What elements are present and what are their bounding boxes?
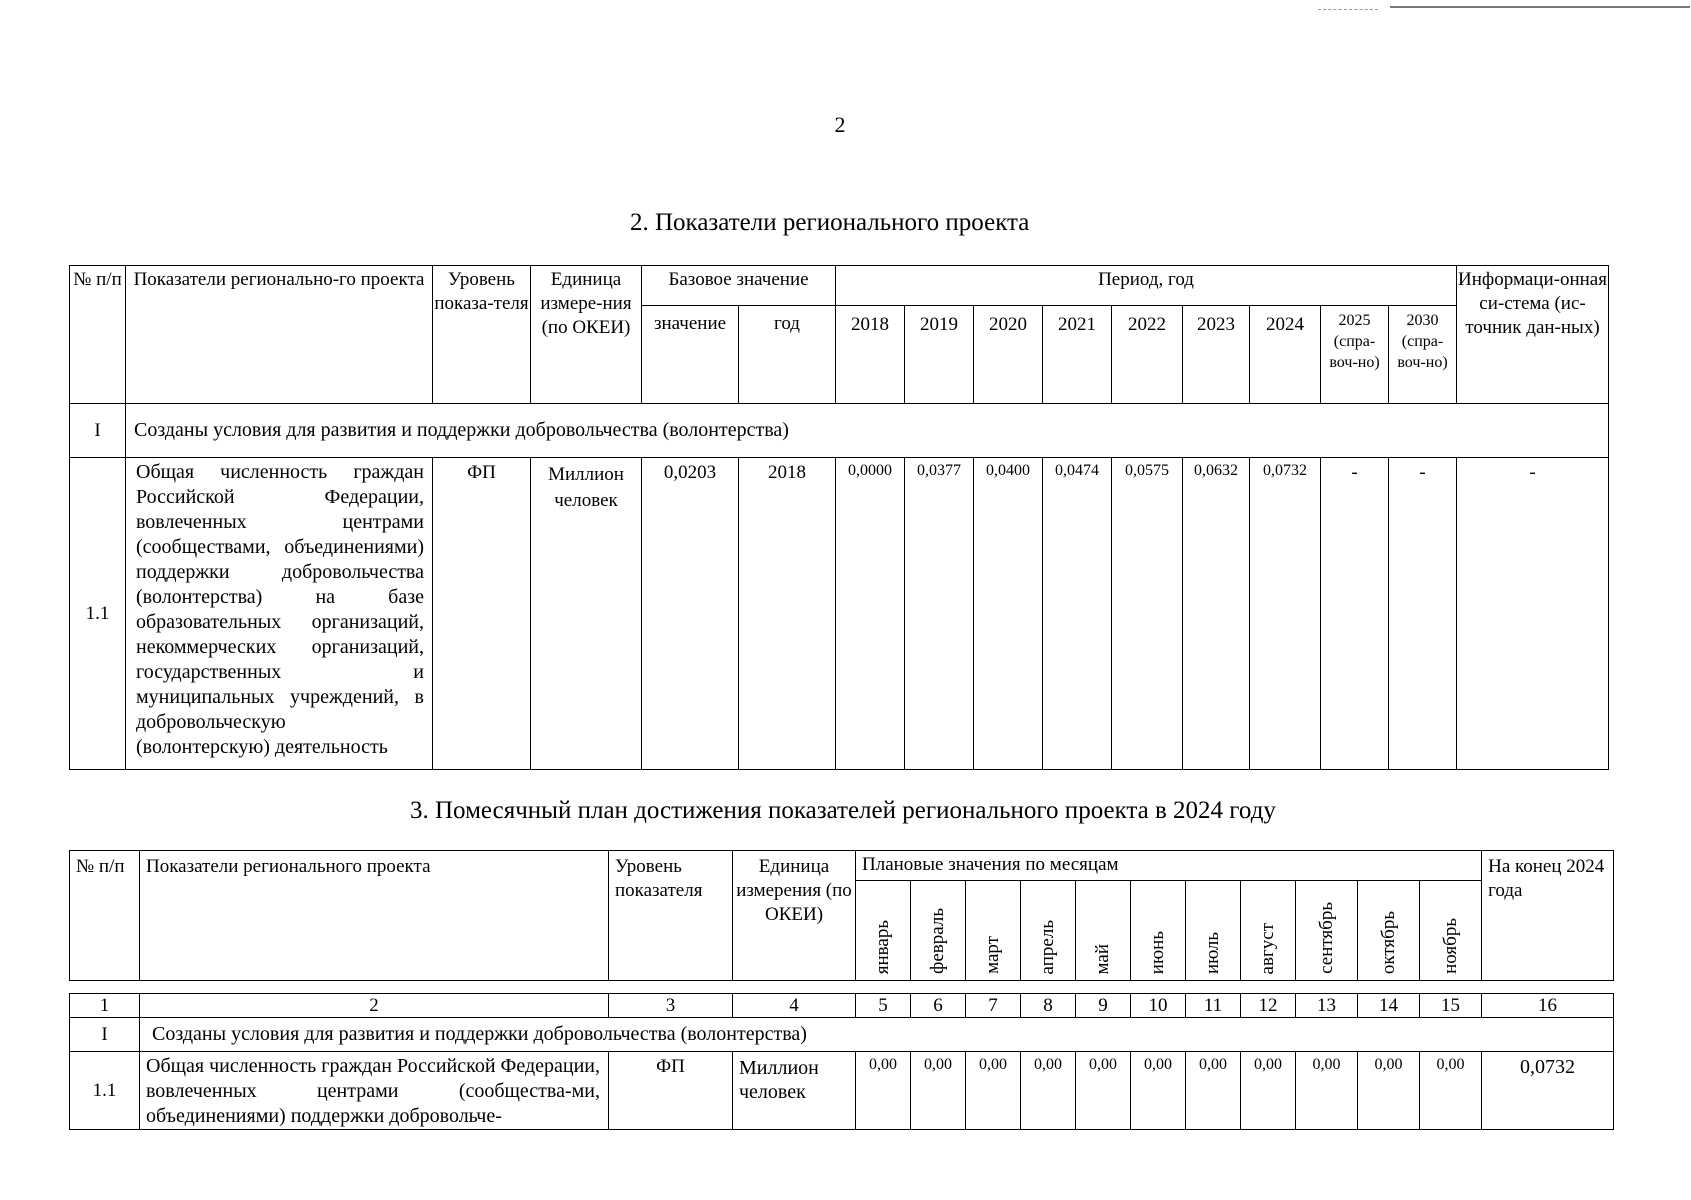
col-base-year-header: год (739, 306, 836, 404)
month-header: февраль (911, 881, 966, 981)
month-header: сентябрь (1296, 881, 1358, 981)
month-value: 0,00 (1420, 1052, 1482, 1130)
year-value: 0,0632 (1183, 458, 1250, 770)
column-number: 11 (1186, 994, 1241, 1018)
section-row-text: Созданы условия для развития и поддержки добровольчества (волонтерства) (126, 404, 1609, 458)
month-header: январь (856, 881, 911, 981)
month-header: апрель (1021, 881, 1076, 981)
month-value: 0,00 (856, 1052, 911, 1130)
month-value: 0,00 (1186, 1052, 1241, 1130)
column-number: 2 (140, 994, 609, 1018)
column-number: 9 (1076, 994, 1131, 1018)
col-indicator-header: Показатели регионального проекта (140, 851, 609, 981)
column-number: 15 (1420, 994, 1482, 1018)
month-value: 0,00 (1021, 1052, 1076, 1130)
month-value: 0,00 (966, 1052, 1021, 1130)
month-header: март (966, 881, 1021, 981)
col-plan-header: Плановые значения по месяцам (856, 851, 1482, 881)
year-value: 0,0377 (905, 458, 974, 770)
section-row-text: Созданы условия для развития и поддержки добровольчества (волонтерства) (140, 1018, 1614, 1052)
month-header: июль (1186, 881, 1241, 981)
year-2025-value: - (1321, 458, 1389, 770)
row-number: 1.1 (70, 1052, 140, 1130)
indicator-unit: Миллион человек (531, 458, 642, 770)
month-header: июнь (1131, 881, 1186, 981)
page-number: 2 (834, 112, 846, 137)
month-value: 0,00 (1241, 1052, 1296, 1130)
column-number: 5 (856, 994, 911, 1018)
monthly-plan-header-table (69, 850, 1614, 981)
col-year-2025-header: 2025 (спра-воч-но) (1321, 306, 1389, 404)
col-num-header: № п/п (70, 266, 126, 404)
month-value: 0,00 (1296, 1052, 1358, 1130)
month-header: май (1076, 881, 1131, 981)
column-number: 8 (1021, 994, 1076, 1018)
col-year-header: 2019 (905, 306, 974, 404)
month-value: 0,00 (1076, 1052, 1131, 1130)
indicator-description: Общая численность граждан Российской Федерации, вовлеченных центрами (сообществами, объединениями) поддержки добровольчества (волонтерства) на базе образовательных организаций, некоммерческих организаций, государственных и муниципальных учреждений, в добровольческую (волонтерскую) деятельность (126, 458, 433, 770)
column-number: 13 (1296, 994, 1358, 1018)
indicator-description: Общая численность граждан Российской Федерации, вовлеченных центрами (сообщества-ми, объединениями) поддержки добровольче- (140, 1052, 609, 1130)
col-year-header: 2023 (1183, 306, 1250, 404)
indicators-table (69, 265, 1609, 770)
indicator-level: ФП (609, 1052, 733, 1130)
col-level-header: Уровень показа-теля (433, 266, 531, 404)
year-value: 0,0400 (974, 458, 1043, 770)
col-end-header: На конец 2024 года (1482, 851, 1614, 981)
end-of-year-value: 0,0732 (1482, 1052, 1614, 1130)
column-number: 1 (70, 994, 140, 1018)
col-unit-header: Единица измере-ния (по ОКЕИ) (531, 266, 642, 404)
column-number: 3 (609, 994, 733, 1018)
col-indicator-header: Показатели регионально-го проекта (126, 266, 433, 404)
base-value: 0,0203 (642, 458, 739, 770)
col-level-header: Уровень показателя (609, 851, 733, 981)
col-year-header: 2018 (836, 306, 905, 404)
col-year-header: 2020 (974, 306, 1043, 404)
col-unit-header: Единица измерения (по ОКЕИ) (733, 851, 856, 981)
section-3-title: 3. Помесячный план достижения показателей регионального проекта в 2024 году (410, 797, 1276, 824)
month-value: 0,00 (1358, 1052, 1420, 1130)
col-year-header: 2022 (1112, 306, 1183, 404)
section-2-title: 2. Показатели регионального проекта (630, 209, 1030, 236)
scan-edge-line (1390, 6, 1690, 8)
column-number: 12 (1241, 994, 1296, 1018)
month-value: 0,00 (911, 1052, 966, 1130)
indicator-level: ФП (433, 458, 531, 770)
month-header: ноябрь (1420, 881, 1482, 981)
col-period-header: Период, год (836, 266, 1457, 306)
year-value: 0,0000 (836, 458, 905, 770)
year-2030-value: - (1389, 458, 1457, 770)
column-number: 14 (1358, 994, 1420, 1018)
scan-edge-dash (1318, 9, 1378, 10)
col-year-2030-header: 2030 (спра-воч-но) (1389, 306, 1457, 404)
column-number: 10 (1131, 994, 1186, 1018)
column-number: 6 (911, 994, 966, 1018)
row-number: 1.1 (70, 458, 126, 770)
month-value: 0,00 (1131, 1052, 1186, 1130)
month-header: август (1241, 881, 1296, 981)
column-number: 16 (1482, 994, 1614, 1018)
year-value: 0,0575 (1112, 458, 1183, 770)
section-row-number: I (70, 1018, 140, 1052)
col-info-header: Информаци-онная си-стема (ис-точник дан-ных) (1457, 266, 1609, 404)
col-year-header: 2021 (1043, 306, 1112, 404)
column-number: 4 (733, 994, 856, 1018)
col-num-header: № п/п (70, 851, 140, 981)
year-value: 0,0732 (1250, 458, 1321, 770)
indicator-unit: Миллион человек (733, 1052, 856, 1130)
base-year: 2018 (739, 458, 836, 770)
col-base-header: Базовое значение (642, 266, 836, 306)
year-value: 0,0474 (1043, 458, 1112, 770)
column-number: 7 (966, 994, 1021, 1018)
col-base-value-header: значение (642, 306, 739, 404)
section-row-number: I (70, 404, 126, 458)
info-system-value: - (1457, 458, 1609, 770)
col-year-header: 2024 (1250, 306, 1321, 404)
month-header: октябрь (1358, 881, 1420, 981)
monthly-plan-body-table (69, 993, 1614, 1130)
